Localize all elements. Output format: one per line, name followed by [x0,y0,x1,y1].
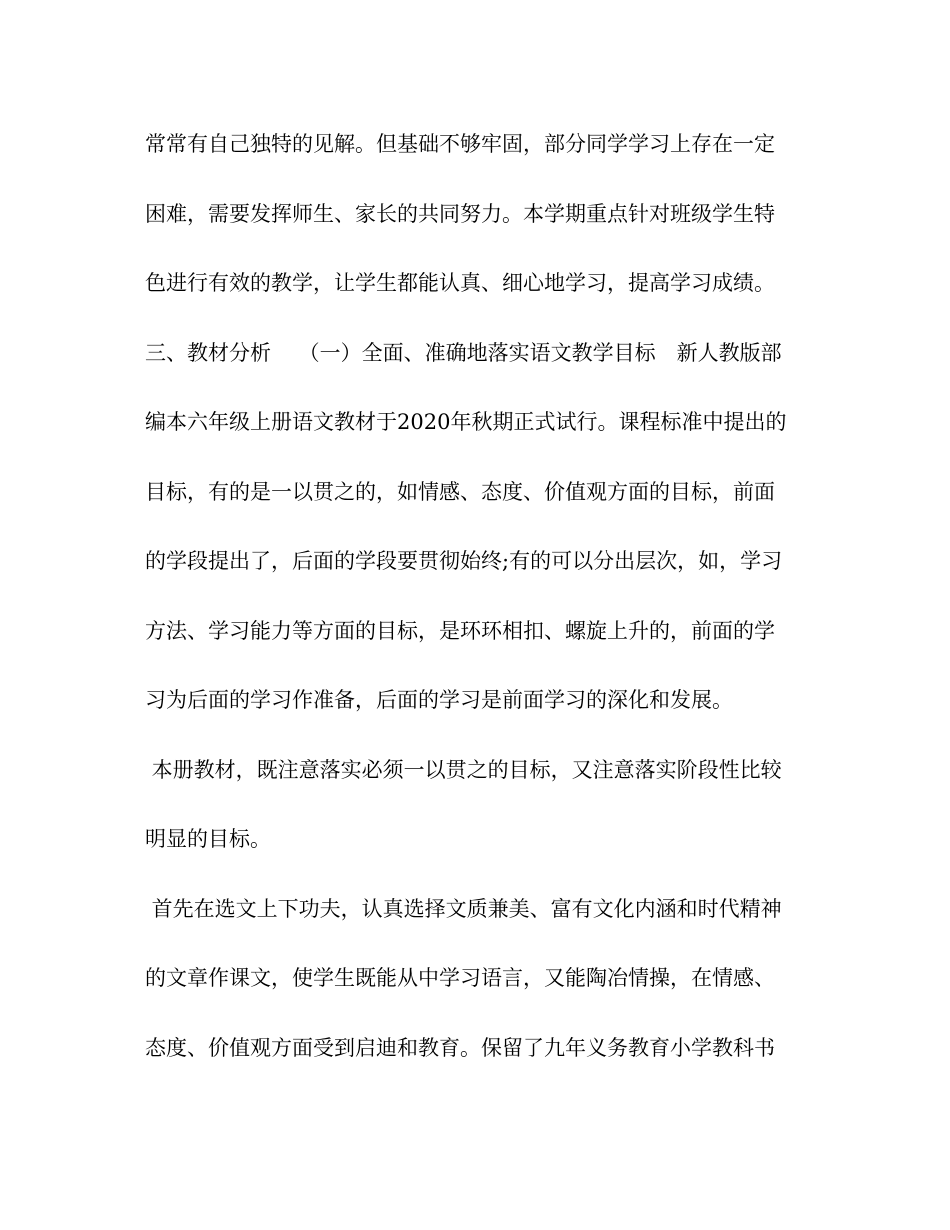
text-line: 明显的目标。 [145,827,271,851]
text-line: 编本六年级上册语文教材于2020年秋期正式试行。课程标准中提出的 [145,410,787,434]
text-line: 习为后面的学习作准备，后面的学习是前面学习的深化和发展。 [145,688,733,712]
text-line: 的学段提出了，后面的学段要贯彻始终;有的可以分出层次，如，学习 [145,549,783,573]
section-heading-line: 三、教材分析 （一）全面、准确地落实语文教学目标 新人教版部 [145,340,782,365]
body-text [145,124,825,1097]
text-line: 色进行有效的教学，让学生都能认真、细心地学习，提高学习成绩。 [145,271,775,295]
text-line: 的文章作课文，使学生既能从中学习语言，又能陶冶情操，在情感、 [145,966,775,990]
text-line: 方法、学习能力等方面的目标，是环环相扣、螺旋上升的，前面的学 [145,618,775,643]
text-line: 困难，需要发挥师生、家长的共同努力。本学期重点针对班级学生特 [145,201,775,226]
text-line: 常常有自己独特的见解。但基础不够牢固，部分同学学习上存在一定 [145,132,775,156]
text-line: 本册教材，既注意落实必须一以贯之的目标，又注意落实阶段性比较 [145,757,782,782]
text-line: 首先在选文上下功夫，认真选择文质兼美、富有文化内涵和时代精神 [145,896,782,921]
text-line: 目标，有的是一以贯之的，如情感、态度、价值观方面的目标，前面 [145,479,775,504]
text-line: 态度、价值观方面受到启迪和教育。保留了九年义务教育小学教科书 [145,1035,775,1060]
